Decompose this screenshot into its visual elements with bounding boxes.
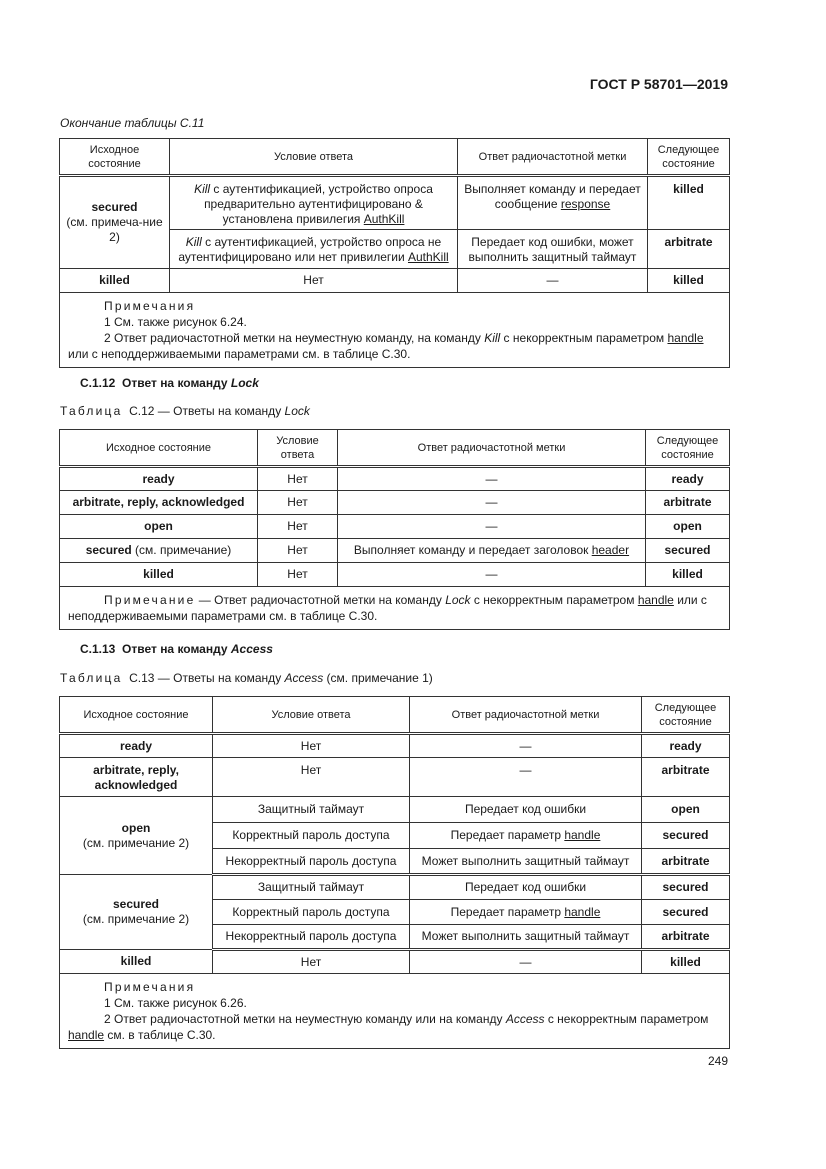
condition-cell: Нет	[170, 269, 458, 293]
table-row: ready Нет — ready	[60, 734, 730, 758]
table-c11	[59, 138, 730, 368]
initial-state-cell: killed	[60, 269, 170, 293]
column-header: Исходное состояние	[60, 430, 258, 467]
table-c13-caption: Таблица С.13 — Ответы на команду Access (см. примечание 1)	[60, 671, 433, 685]
column-header: Условие ответа	[170, 139, 458, 176]
next-state-cell: arbitrate	[648, 230, 730, 269]
column-header: Условие ответа	[213, 697, 410, 734]
next-state-cell: killed	[648, 269, 730, 293]
param-link: header	[591, 543, 630, 557]
param-link: response	[560, 197, 611, 211]
initial-state-cell: open (см. примечание 2)	[60, 797, 213, 875]
table-notes	[60, 293, 730, 368]
note-2: 2 Ответ радиочастотной метки на неуместную команду, на команду Kill с некорректным параметром handle или с неподдерживаемыми параметрами см. в таблице С.30.	[68, 331, 704, 361]
response-cell: Выполняет команду и передает сообщение response	[458, 176, 648, 230]
table-row: Корректный пароль доступа Передает параметр handle secured	[60, 900, 730, 925]
column-header: Следующее состояние	[642, 697, 730, 734]
condition-cell: Kill с аутентификацией, устройство опроса не аутентифицировано или нет привилегии AuthKill	[170, 230, 458, 269]
note-2: 2 Ответ радиочастотной метки на неуместную команду или на команду Access с некорректным параметром handle см. в таблице С.30.	[68, 1012, 709, 1042]
table-row: killed Нет — killed	[60, 950, 730, 974]
table-row: open (см. примечание 2) Защитный таймаут Передает код ошибки open	[60, 797, 730, 823]
table-row: secured (см. примечание) Нет Выполняет команду и передает заголовок header secured	[60, 539, 730, 563]
note-label: Примечание	[104, 593, 196, 607]
state-value: secured	[91, 200, 138, 214]
table-row: Корректный пароль доступа Передает параметр handle secured	[60, 823, 730, 849]
note-1: 1 См. также рисунок 6.24.	[104, 315, 247, 329]
document-header: ГОСТ Р 58701—2019	[589, 76, 728, 92]
column-header: Исходное состояние	[60, 697, 213, 734]
command-name: Kill	[185, 235, 202, 249]
table-row: open Нет — open	[60, 515, 730, 539]
table-row: ready Нет — ready	[60, 467, 730, 491]
state-note: (см. примеча-ние 2)	[66, 215, 163, 244]
table-note: Примечание — Ответ радиочастотной метки на команду Lock с некорректным параметром handle или с неподдерживаемыми параметрами см. в таблице С.30.	[60, 587, 730, 630]
param-link: handle	[637, 593, 674, 607]
section-c112-heading: С.1.12 Ответ на команду Lock	[80, 376, 259, 390]
table-c11-caption: Окончание таблицы С.11	[60, 116, 205, 130]
next-state-cell: killed	[648, 176, 730, 230]
page-number: 249	[707, 1054, 728, 1068]
response-cell: Передает код ошибки, может выполнить защитный таймаут	[458, 230, 648, 269]
column-header: Следующее состояние	[646, 430, 730, 467]
command-name: Kill	[194, 182, 211, 196]
column-header: Следующее состояние	[648, 139, 730, 176]
table-row: Некорректный пароль доступа Может выполнить защитный таймаут arbitrate	[60, 849, 730, 875]
column-header: Ответ радиочастотной метки	[458, 139, 648, 176]
param-link: handle	[667, 331, 704, 345]
privilege-link: AuthKill	[407, 250, 449, 264]
param-link: handle	[564, 904, 601, 919]
table-row: Некорректный пароль доступа Может выполнить защитный таймаут arbitrate	[60, 925, 730, 950]
table-row: killed Нет — killed	[60, 563, 730, 587]
table-c12	[59, 429, 730, 630]
table-c12-caption: Таблица С.12 — Ответы на команду Lock	[60, 404, 310, 418]
note-1: 1 См. также рисунок 6.26.	[104, 996, 247, 1010]
table-row: arbitrate, reply, acknowledged Нет — arbitrate	[60, 758, 730, 797]
initial-state-cell	[60, 176, 170, 269]
param-link: handle	[564, 828, 601, 842]
notes-title: Примечания	[104, 980, 196, 994]
table-row: arbitrate, reply, acknowledged Нет — arbitrate	[60, 491, 730, 515]
column-header: Условие ответа	[258, 430, 338, 467]
table-row: secured (см. примечание 2) Защитный таймаут Передает код ошибки secured	[60, 875, 730, 900]
table-c13	[59, 696, 730, 1049]
section-c113-heading: С.1.13 Ответ на команду Access	[80, 642, 273, 656]
initial-state-cell: secured (см. примечание 2)	[60, 875, 213, 950]
column-header: Исходное состояние	[60, 139, 170, 176]
condition-cell: Kill с аутентификацией, устройство опроса предварительно аутентифицировано & установлена привилегия AuthKill	[170, 176, 458, 230]
param-link: handle	[68, 1028, 105, 1042]
response-cell: —	[458, 269, 648, 293]
column-header: Ответ радиочастотной метки	[410, 697, 642, 734]
table-notes	[60, 974, 730, 1049]
notes-title: Примечания	[104, 299, 196, 313]
column-header: Ответ радиочастотной метки	[338, 430, 646, 467]
privilege-link: AuthKill	[363, 212, 405, 226]
